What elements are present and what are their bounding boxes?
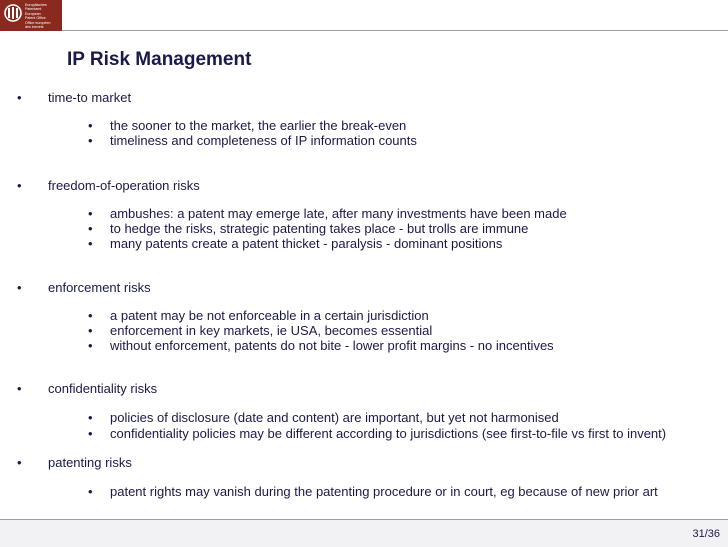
bullet-glyph: • [17,381,22,396]
bullet-glyph: • [17,90,22,105]
slide-footer [0,519,728,547]
bullet-text: freedom-of-operation risks [48,178,200,193]
bullet-glyph: • [88,221,93,236]
logo-wordmark: Europäisches Patentamt European Patent Office Office européen des brevets [25,3,51,30]
sub-bullet-text: many patents create a patent thicket - paralysis - dominant positions [110,236,503,251]
bullet-glyph: • [17,178,22,193]
bullet-glyph: • [88,236,93,251]
bullet-text: confidentiality risks [48,381,158,396]
sub-bullet-text: policies of disclosure (date and content) are important, but yet not harmonised [110,410,559,425]
sub-bullet-text: a patent may be not enforceable in a certain jurisdiction [110,308,429,323]
bullet-text: enforcement risks [48,280,151,295]
epo-emblem-icon [3,3,23,23]
epo-logo [0,0,62,31]
sub-bullet-text: without enforcement, patents do not bite - lower profit margins - no incentives [110,338,554,353]
bullet-glyph: • [88,308,93,323]
bullet-glyph: • [88,410,93,425]
bullet-glyph: • [17,280,22,295]
bullet-glyph: • [88,426,93,441]
header-divider [62,30,728,31]
sub-bullet-text: timeliness and completeness of IP information counts [110,133,417,148]
sub-bullet-text: ambushes: a patent may emerge late, after many investments have been made [110,206,567,221]
bullet-glyph: • [88,338,93,353]
sub-bullet-text: patent rights may vanish during the patenting procedure or in court, eg because of new prior art [110,484,658,499]
slide-title: IP Risk Management [67,49,252,70]
sub-bullet-text: the sooner to the market, the earlier the break-even [110,118,407,133]
bullet-glyph: • [88,118,93,133]
sub-bullet-text: confidentiality policies may be different according to jurisdictions (see first-to-file vs first to invent) [110,426,667,441]
page-number: 31/36 [692,528,720,540]
bullet-text: time-to market [48,90,132,105]
bullet-glyph: • [88,484,93,499]
bullet-glyph: • [88,206,93,221]
bullet-text: patenting risks [48,455,132,470]
sub-bullet-text: to hedge the risks, strategic patenting takes place - but trolls are immune [110,221,529,236]
bullet-glyph: • [88,133,93,148]
bullet-glyph: • [88,323,93,338]
sub-bullet-text: enforcement in key markets, ie USA, becomes essential [110,323,433,338]
bullet-glyph: • [17,455,22,470]
